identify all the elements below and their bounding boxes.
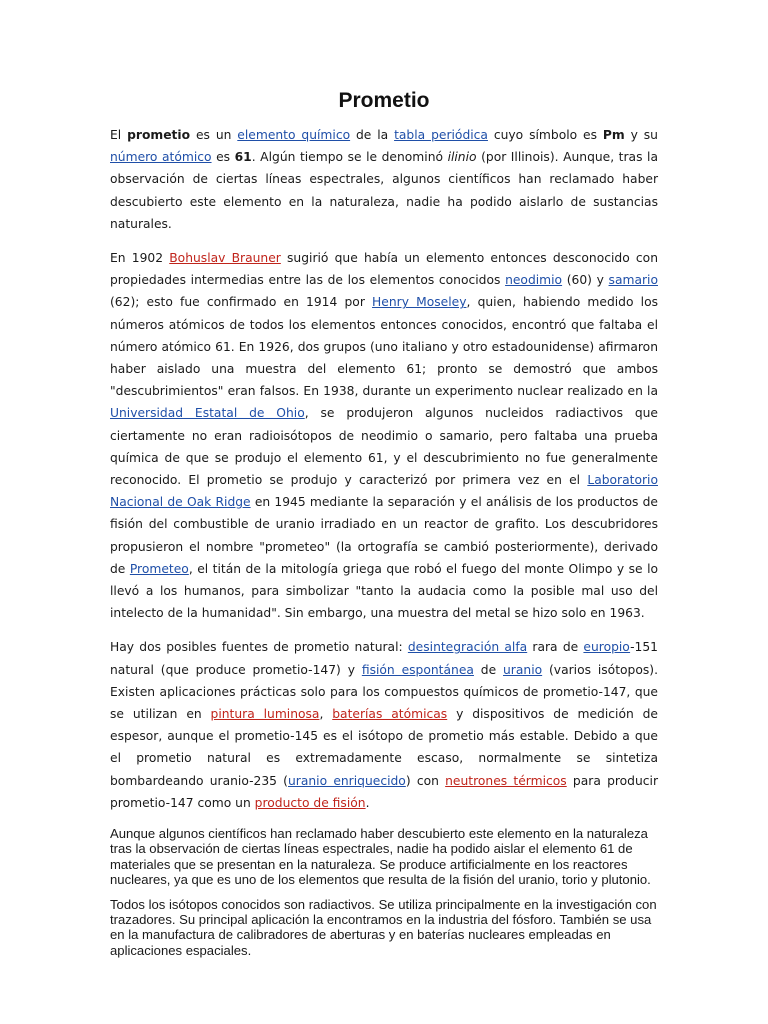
link-pintura-luminosa[interactable]: pintura luminosa	[210, 707, 320, 722]
link-samario[interactable]: samario	[608, 273, 658, 288]
document-page	[110, 88, 658, 968]
intro-paragraph: El prometio es un elemento químico de la tabla periódica cuyo símbolo es Pm y su número atómico es 61. Algún tiempo se le denominó ilinio (por Illinois). Aunque, tras la observación de ciertas líneas espectrales, algunos científicos han reclamado haber descubierto este elemento en la naturaleza, nadie ha podido aislarlo de sustancias naturales.	[110, 128, 658, 231]
link-uranio[interactable]: uranio	[503, 662, 543, 677]
history-paragraph: En 1902 Bohuslav Brauner sugirió que había un elemento entonces desconocido con propiedades intermedias entre las de los elementos conocidos neodimio (60) y samario (62); esto fue confirmado en 1914 por Henry Moseley, quien, habiendo medido los números atómicos de todos los elementos entonces conocidos, encontró que faltaba el número atómico 61. En 1926, dos grupos (uno italiano y otro estadounidense) afirmaron haber aislado una muestra del elemento 61; pronto se demostró que ambos "descubrimientos" eran falsos. En 1938, durante un experimento nuclear realizado en la Universidad Estatal de Ohio, se produjeron algunos nucleidos radiactivos que ciertamente no eran radioisótopos de neodimio o samario, pero faltaba una prueba química de que se produjo el elemento 61, y el descubrimiento no fue generalmente reconocido. El prometio se produjo y caracterizó por primera vez en el Laboratorio Nacional de Oak Ridge en 1945 mediante la separación y el análisis de los productos de fisión del combustible de uranio irradiado en un reactor de grafito. Los descubridores propusieron el nombre "prometeo" (la ortografía se cambió posteriormente), derivado de Prometeo, el titán de la mitología griega que robó el fuego del monte Olimpo y se lo llevó a los humanos, para simbolizar "tanto la audacia como la posible mal uso del intelecto de la humanidad". Sin embargo, una muestra del metal se hizo solo en 1963.	[110, 251, 659, 621]
natural-occurrence-paragraph: Aunque algunos científicos han reclamado haber descubierto este elemento en la naturaleza tras la observación de ciertas líneas espectrales, nadie ha podido aislar el elemento 61 de materiales que se presentan en la naturaleza. Se produce artificialmente en los reactores nucleares, ya que es uno de los elementos que resulta de la fisión del uranio, torio y plutonio.	[110, 826, 651, 887]
link-fision-espontanea[interactable]: fisión espontánea	[361, 662, 474, 677]
link-oak-ridge[interactable]: Laboratorio Nacional de Oak Ridge	[110, 473, 658, 510]
link-desintegracion-alfa[interactable]: desintegración alfa	[407, 640, 528, 655]
link-producto-de-fision[interactable]: producto de fisión	[254, 795, 366, 810]
link-neodimio[interactable]: neodimio	[505, 273, 563, 288]
link-bohuslav-brauner[interactable]: Bohuslav Brauner	[169, 251, 281, 266]
link-prometeo[interactable]: Prometeo	[129, 561, 189, 576]
link-elemento-quimico[interactable]: elemento químico	[237, 128, 351, 142]
page-title: Prometio	[338, 89, 430, 112]
link-henry-moseley[interactable]: Henry Moseley	[372, 295, 467, 310]
isotopes-paragraph: Todos los isótopos conocidos son radiactivos. Se utiliza principalmente en la investigación con trazadores. Su principal aplicación la encontramos en la industria del fósforo. También se usa en la manufactura de calibradores de aberturas y en baterías nucleares empleadas en aplicaciones espaciales.	[110, 896, 657, 958]
link-numero-atomico[interactable]: número atómico	[110, 150, 212, 165]
link-tabla-periodica[interactable]: tabla periódica	[394, 128, 488, 142]
link-uranio-enriquecido[interactable]: uranio enriquecido	[288, 773, 406, 788]
link-europio[interactable]: europio	[583, 640, 631, 655]
link-neutrones-termicos[interactable]: neutrones térmicos	[445, 773, 567, 788]
link-baterias-atomicas[interactable]: baterías atómicas	[332, 707, 448, 722]
sources-paragraph: Hay dos posibles fuentes de prometio natural: desintegración alfa rara de europio-151 natural (que produce prometio-147) y fisión espontánea de uranio (varios isótopos). Existen aplicaciones prácticas solo para los compuestos químicos de prometio-147, que se utilizan en pintura luminosa, baterías atómicas y dispositivos de medición de espesor, aunque el prometio-145 es el isótopo de prometio más estable. Debido a que el prometio natural es extremadamente escaso, normalmente se sintetiza bombardeando uranio-235 (uranio enriquecido) con neutrones térmicos para producir prometio-147 como un producto de fisión.	[110, 640, 659, 810]
link-universidad-ohio[interactable]: Universidad Estatal de Ohio	[110, 406, 305, 421]
